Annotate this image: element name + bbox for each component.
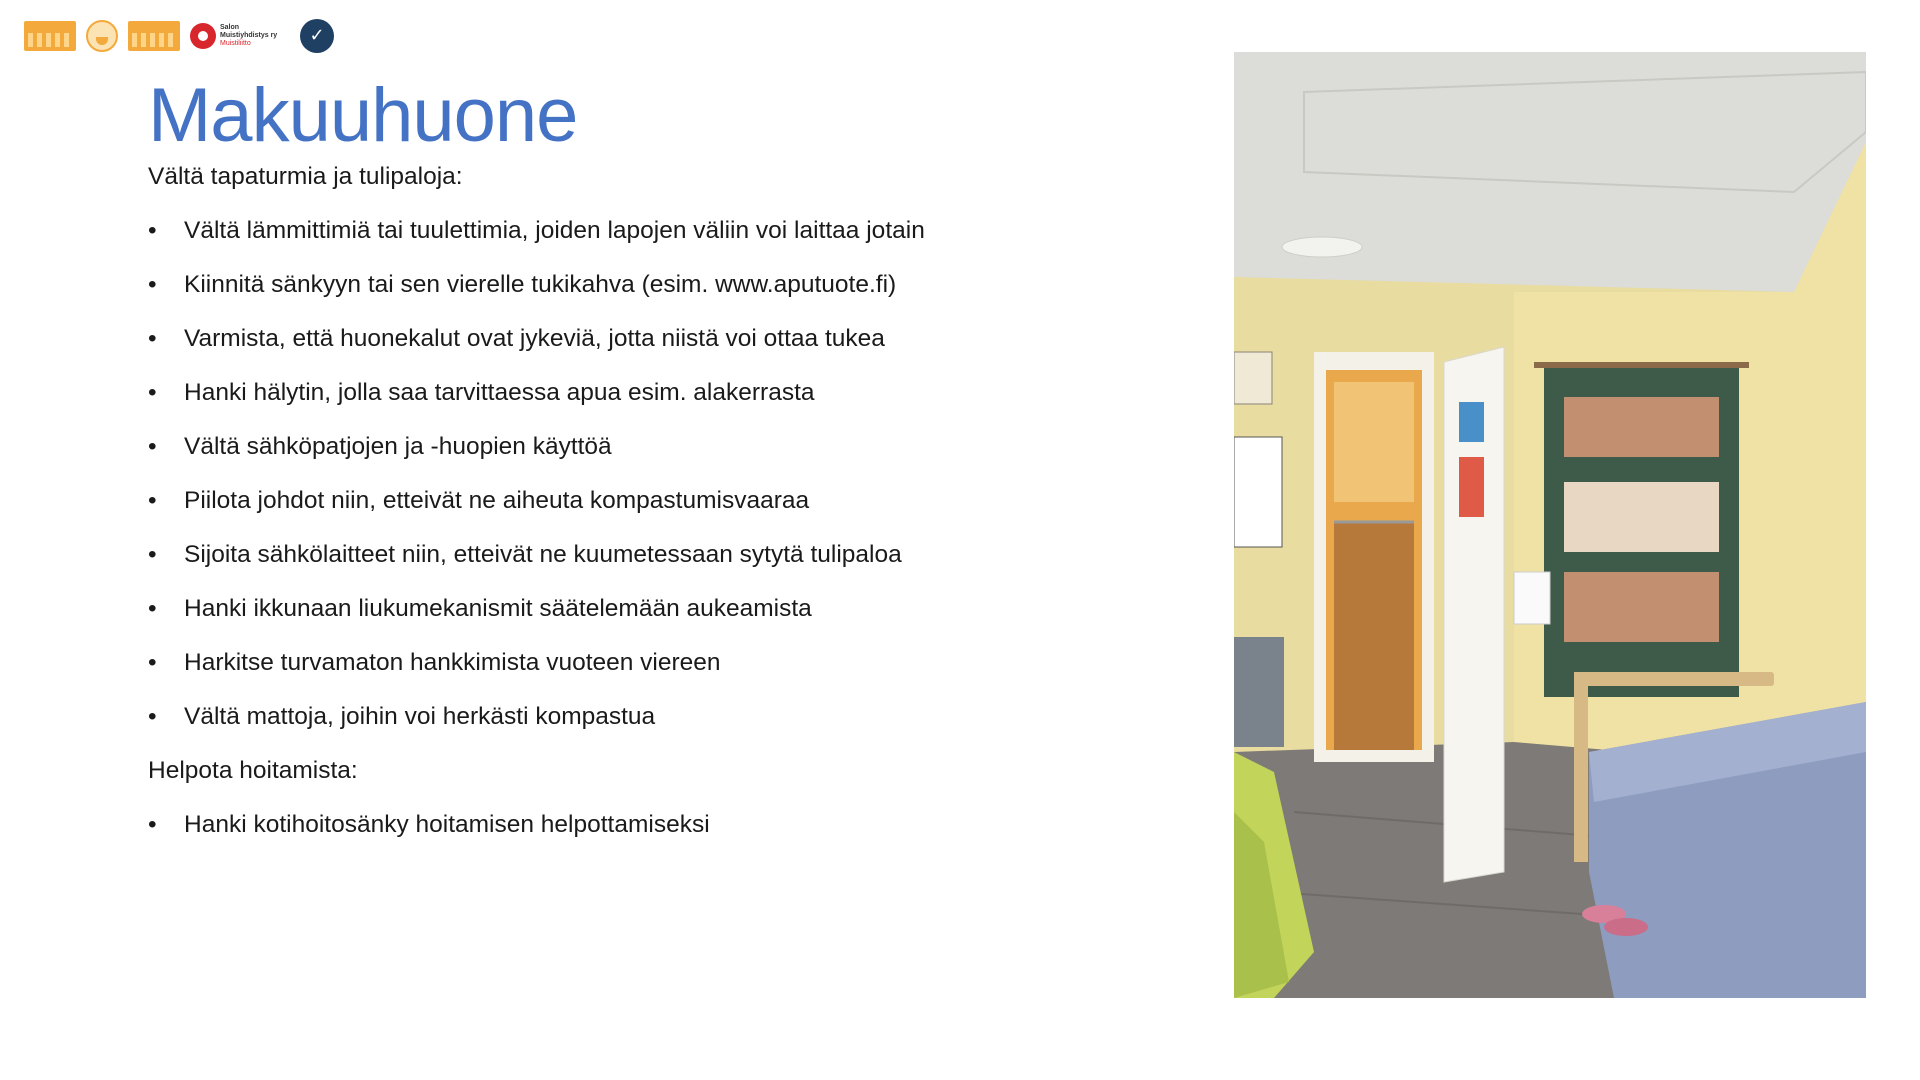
- header-logos: [24, 16, 334, 56]
- safety-item: • Sijoita sähkölaitteet niin, etteivät ne kuumetessaan sytytä tulipaloa: [148, 540, 1188, 570]
- safety-item: • Varmista, että huonekalut ovat jykeviä, jotta niistä voi ottaa tukea: [148, 324, 1188, 354]
- slide-content: [148, 162, 1188, 864]
- red-association-logo-icon: [190, 18, 290, 54]
- blue-check-emblem-icon: [300, 19, 334, 53]
- safety-item: • Hanki ikkunaan liukumekanismit säätelemään aukeamista: [148, 594, 1188, 624]
- orange-town-logo-icon: [128, 21, 180, 51]
- orange-cityscape-logo-icon: [24, 21, 76, 51]
- slide-title: Makuuhuone: [148, 73, 578, 158]
- care-heading: Helpota hoitamista:: [148, 757, 358, 784]
- care-item: • Hanki kotihoitosänky hoitamisen helpottamiseksi: [148, 810, 1188, 840]
- safety-item: • Kiinnitä sänkyyn tai sen vierelle tukikahva (esim. www.aputuote.fi): [148, 270, 1188, 300]
- safety-item: • Hanki hälytin, jolla saa tarvittaessa apua esim. alakerrasta: [148, 378, 1188, 408]
- safety-item: • Piilota johdot niin, etteivät ne aiheuta kompastumisvaaraa: [148, 486, 1188, 516]
- orange-circle-emblem-icon: [86, 20, 118, 52]
- intro-heading: Vältä tapaturmia ja tulipaloja:: [148, 163, 463, 190]
- safety-item: • Vältä lämmittimiä tai tuulettimia, joiden lapojen väliin voi laittaa jotain: [148, 216, 1188, 246]
- safety-list: [148, 216, 1188, 732]
- care-list: [148, 810, 1188, 840]
- red-logo-mark: [190, 23, 216, 49]
- safety-item: • Harkitse turvamaton hankkimista vuoteen viereen: [148, 648, 1188, 678]
- safety-item: • Vältä mattoja, joihin voi herkästi kompastua: [148, 702, 1188, 732]
- bedroom-photo: [1234, 52, 1866, 998]
- red-logo-text: Salon Muistiyhdistys ry Muistiliitto: [220, 24, 278, 47]
- safety-item: • Vältä sähköpatjojen ja -huopien käyttöä: [148, 432, 1188, 462]
- bedroom-photo-illustration: [1234, 52, 1866, 998]
